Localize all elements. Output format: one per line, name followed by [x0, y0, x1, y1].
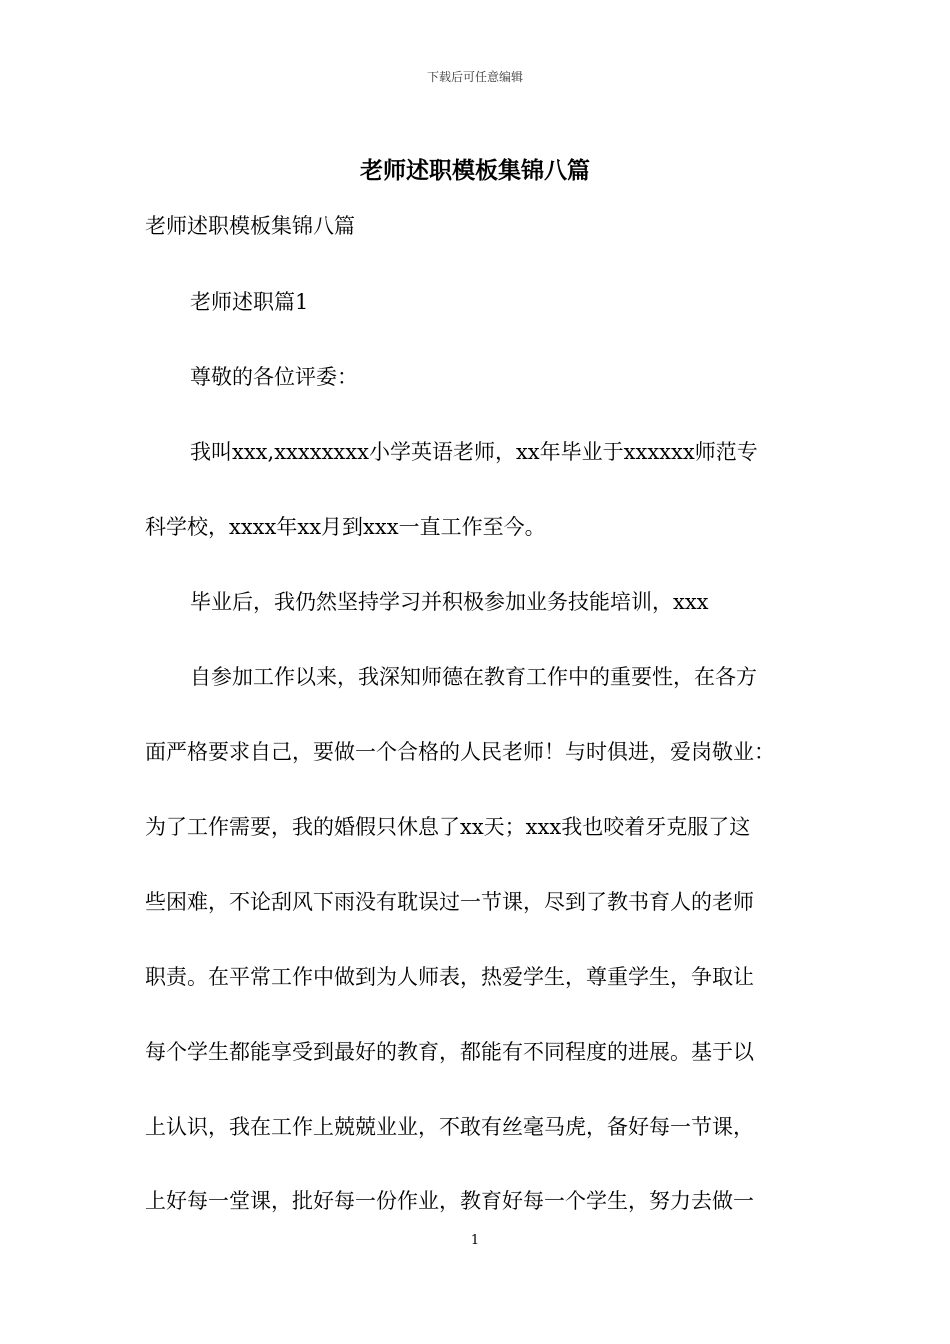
doc-line: 职责。在平常工作中做到为人师表，热爱学生，尊重学生，争取让 [145, 965, 754, 989]
doc-line: 我叫xxx,xxxxxxxx小学英语老师，xx年毕业于xxxxxx师范专 [190, 440, 758, 464]
doc-line: 科学校，xxxx年xx月到xxx一直工作至今。 [145, 515, 546, 539]
doc-line: 毕业后，我仍然坚持学习并积极参加业务技能培训，xxx [190, 590, 709, 614]
doc-line: 上认识，我在工作上兢兢业业，不敢有丝毫马虎，备好每一节课， [145, 1115, 754, 1139]
doc-line: 上好每一堂课，批好每一份作业，教育好每一个学生，努力去做一 [145, 1189, 754, 1213]
doc-line: 面严格要求自己，要做一个合格的人民老师！与时俱进，爱岗敬业： [145, 740, 775, 764]
page-number: 1 [470, 1233, 480, 1248]
doc-line: 些困难，不论刮风下雨没有耽误过一节课，尽到了教书育人的老师 [145, 890, 754, 914]
doc-line: 老师述职模板集锦八篇 [145, 214, 355, 238]
header-note: 下载后可任意编辑 [426, 70, 523, 84]
doc-line: 每个学生都能享受到最好的教育，都能有不同程度的进展。基于以 [145, 1040, 754, 1064]
doc-line: 自参加工作以来，我深知师德在教育工作中的重要性，在各方 [190, 665, 757, 689]
doc-line: 为了工作需要，我的婚假只休息了xx天；xxx我也咬着牙克服了这 [145, 815, 751, 839]
salutation: 尊敬的各位评委： [190, 365, 358, 389]
document-title: 老师述职模板集锦八篇 [360, 157, 590, 184]
section-heading: 老师述职篇1 [190, 290, 309, 314]
